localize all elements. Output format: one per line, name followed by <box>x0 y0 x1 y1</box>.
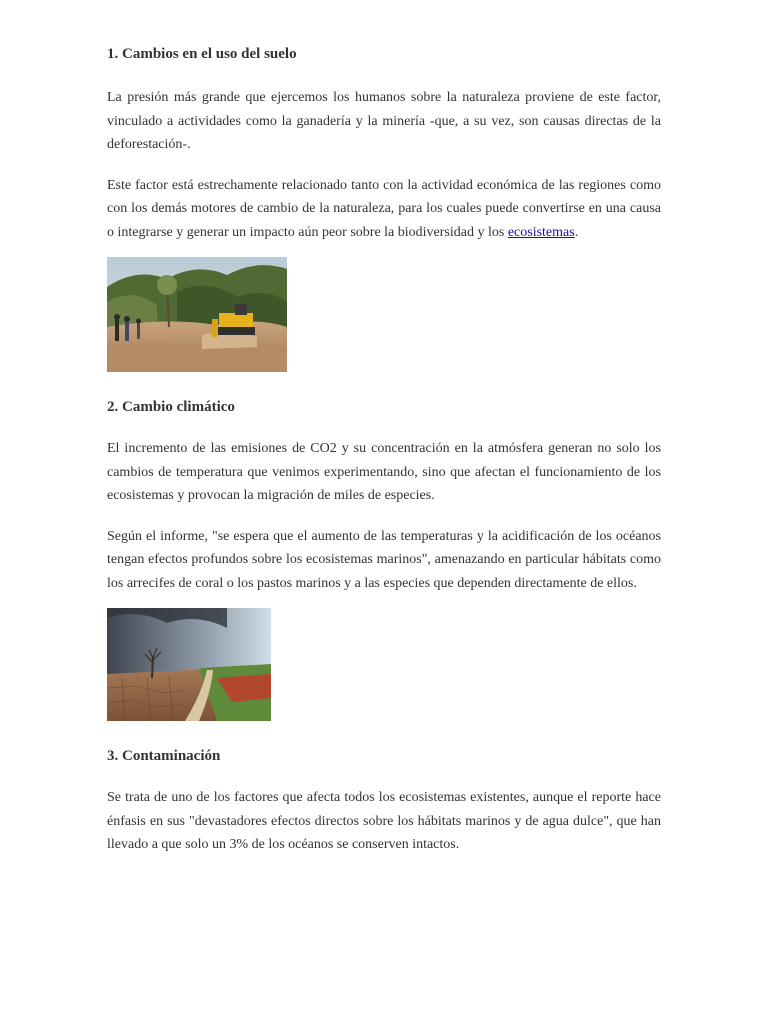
section-1-heading: 1. Cambios en el uso del suelo <box>107 46 297 62</box>
ecosistemas-link[interactable]: ecosistemas <box>507 224 575 240</box>
section-1-paragraph-2 <box>107 174 661 245</box>
section-1-paragraph-2-end: . <box>574 224 579 240</box>
section-3-heading: 3. Contaminación <box>107 748 221 764</box>
section-2-paragraph-1: El incremento de las emisiones de CO2 y su concentración en la atmósfera generan no solo los cambios de temperatura que venimos experimentando, sino que afectan el funcionamiento de los ecosistemas y provocan la migración de miles de especies. <box>107 441 661 503</box>
section-1-paragraph-1: La presión más grande que ejercemos los humanos sobre la naturaleza proviene de este factor, vinculado a actividades como la ganadería y la minería -que, a su vez, son causas directas de la deforestación-. <box>107 90 661 152</box>
section-2-heading: 2. Cambio climático <box>107 399 235 415</box>
section-2-paragraph-2: Según el informe, "se espera que el aumento de las temperaturas y la acidificación de los océanos tengan efectos profundos sobre los ecosistemas marinos", amenazando en particular hábitats como los arrecifes de coral o los pastos marinos y a las especies que dependen directamente de ellos. <box>107 528 661 591</box>
section-3-paragraph-1: Se trata de uno de los factores que afecta todos los ecosistemas existentes, aunque el reporte hace énfasis en sus "devastadores efectos directos sobre los hábitats marinos y de agua dulce", que han llevado a que solo un 3% de los océanos se conserven intactos. <box>107 790 661 852</box>
article-body <box>107 43 661 857</box>
climate-change-contrast-photo <box>107 608 271 721</box>
section-1-paragraph-2-text: Este factor está estrechamente relacionado tanto con la actividad económica de las regiones como con los demás motores de cambio de la naturaleza, para los cuales puede convertirse en una causa o integrarse y generar un impacto aún peor sobre la biodiversidad y los <box>107 177 661 240</box>
bulldozer-land-clearing-photo <box>107 257 287 372</box>
